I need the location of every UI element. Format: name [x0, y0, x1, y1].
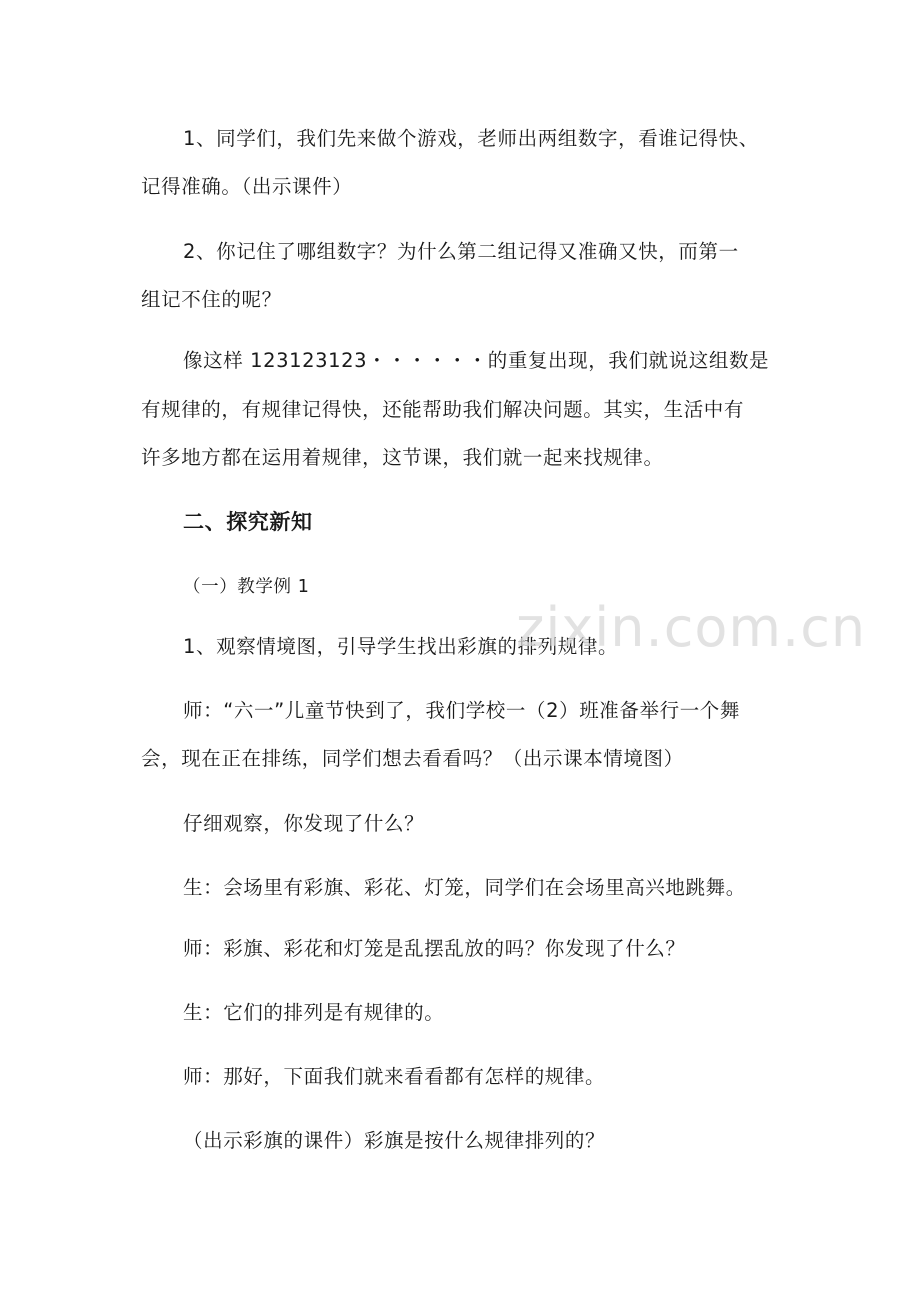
- paragraph-line: 仔细观察，你发现了什么？: [183, 812, 425, 835]
- paragraph-line: 师：那好，下面我们就来看看都有怎样的规律。: [183, 1065, 606, 1088]
- paragraph-line: 2、你记住了哪组数字？为什么第二组记得又准确又快，而第一: [183, 240, 739, 263]
- paragraph-line: 组记不住的呢？: [141, 288, 282, 311]
- paragraph-line: 1、观察情境图，引导学生找出彩旗的排列规律。: [183, 635, 619, 658]
- paragraph-line: 生：它们的排列是有规律的。: [183, 1001, 445, 1024]
- paragraph-line: （出示彩旗的课件）彩旗是按什么规律排列的？: [183, 1129, 606, 1152]
- paragraph-line: 1、同学们，我们先来做个游戏，老师出两组数字，看谁记得快、: [183, 127, 759, 150]
- paragraph-line: 记得准确。（出示课件）: [141, 175, 353, 198]
- paragraph-line: 师：彩旗、彩花和灯笼是乱摆乱放的吗？你发现了什么？: [183, 937, 686, 960]
- subsection-heading: （一）教学例 1: [183, 577, 310, 597]
- paragraph-line: 会，现在正在排练，同学们想去看看吗？（出示课本情境图）: [141, 747, 684, 770]
- watermark: zixin.com.cn: [516, 596, 867, 659]
- paragraph-line: 师：“六一”儿童节快到了，我们学校一（2）班准备举行一个舞: [183, 699, 741, 722]
- paragraph-line: 有规律的，有规律记得快，还能帮助我们解决问题。其实，生活中有: [141, 398, 745, 421]
- section-heading: 二、探究新知: [183, 510, 313, 534]
- paragraph-line: 像这样 123123123・・・・・・的重复出现，我们就说这组数是: [183, 349, 770, 372]
- paragraph-line: 生：会场里有彩旗、彩花、灯笼，同学们在会场里高兴地跳舞。: [183, 876, 746, 899]
- paragraph-line: 许多地方都在运用着规律，这节课，我们就一起来找规律。: [141, 446, 664, 469]
